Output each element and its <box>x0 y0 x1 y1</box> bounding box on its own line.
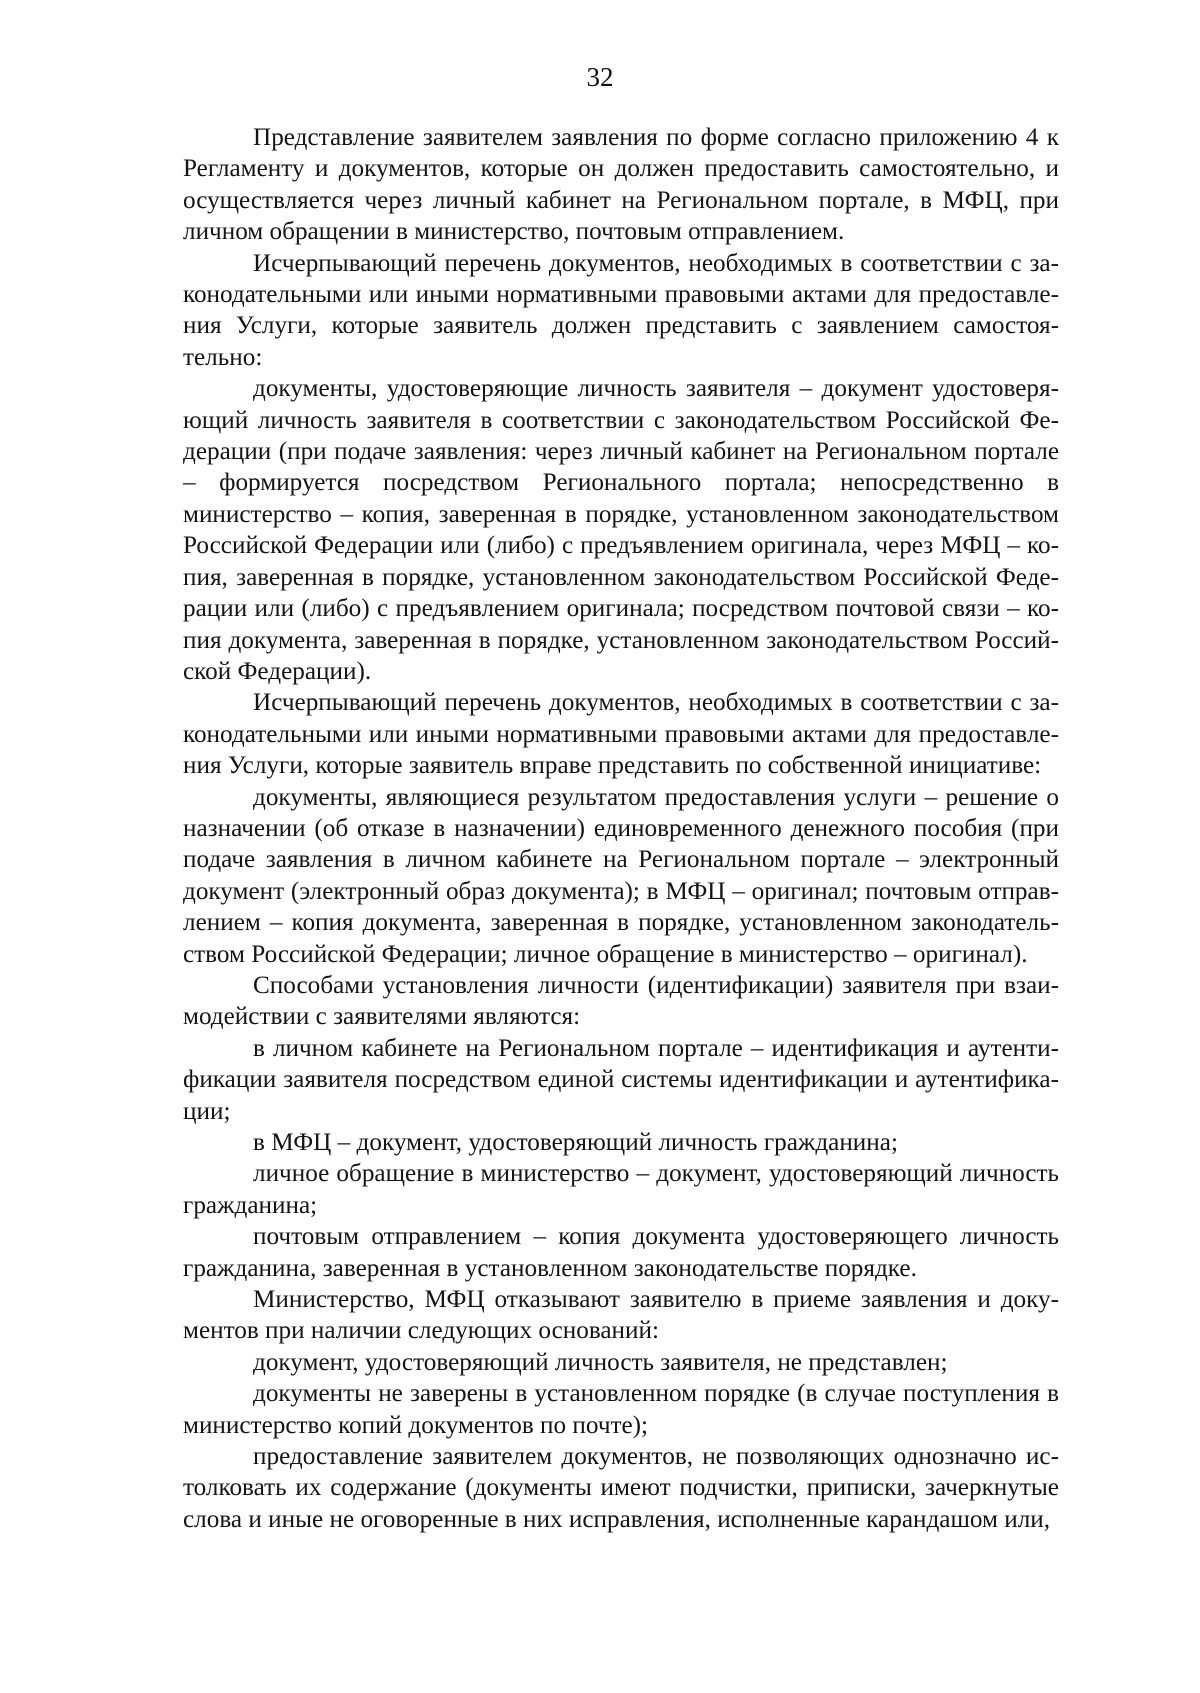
paragraph: Министерство, МФЦ отказывают заявителю в приеме заявления и документов при наличии следующих оснований: <box>183 1286 1059 1345</box>
paragraph: документы, удостоверяющие личность заявителя – документ удостоверяющий личность заявителя в соответствии с законодательством Российской Федерации (при подаче заявления: через личный кабинет на Региональном портале – формируется посредством Регионального портала; непосредственно в министерство – копия, заверенная в порядке, установленном законодательством Российской Федерации или (либо) с предъявлением оригинала, через МФЦ – копия, заверенная в порядке, установленном законодательством Российской Федерации или (либо) с предъявлением оригинала; посредством почтовой связи – копия документа, заверенная в порядке, установленном законодательством Российской Федерации). <box>183 375 1059 685</box>
paragraph: документ, удостоверяющий личность заявителя, не представлен; <box>253 1348 948 1376</box>
paragraph: в личном кабинете на Региональном портале – идентификация и аутентификации заявителя посредством единой системы идентификации и аутентификации; <box>183 1034 1059 1125</box>
paragraph: документы не заверены в установленном порядке (в случае поступления в министерство копий документов по почте); <box>183 1380 1059 1439</box>
document-body <box>183 122 1059 1535</box>
paragraph: в МФЦ – документ, удостоверяющий личность гражданина; <box>253 1129 898 1156</box>
paragraph: документы, являющиеся результатом предоставления услуги – решение о назначении (об отказе в назначении) единовременного денежного пособия (при подаче заявления в личном кабинете на Региональном портале – электронный документ (электронный образ документа); в МФЦ – оригинал; почтовым отправлением – копия документа, заверенная в порядке, установленном законодательством Российской Федерации; личное обращение в министерство – оригинал). <box>183 783 1059 968</box>
paragraph: Способами установления личности (идентификации) заявителя при взаимодействии с заявителями являются: <box>183 971 1059 1031</box>
paragraph: Исчерпывающий перечень документов, необходимых в соответствии с законодательными или иными нормативными правовыми актами для предоставления Услуги, которые заявитель должен представить с заявлением самостоятельно: <box>183 249 1059 371</box>
page-number: 32 <box>586 62 614 92</box>
paragraph: предоставление заявителем документов, не позволяющих однозначно истолковать их содержание (документы имеют подчистки, приписки, зачеркнутые слова и иные не оговоренные в них исправления, исполненные карандашом или, <box>183 1443 1059 1533</box>
paragraph: Представление заявителем заявления по форме согласно приложению 4 к Регламенту и документов, которые он должен предоставить самостоятельно, и осуществляется через личный кабинет на Региональном портале, в МФЦ, при личном обращении в министерство, почтовым отправлением. <box>183 124 1059 246</box>
paragraph: Исчерпывающий перечень документов, необходимых в соответствии с законодательными или иными нормативными правовыми актами для предоставления Услуги, которые заявитель вправе представить по собственной инициативе: <box>183 689 1059 780</box>
paragraph: личное обращение в министерство – документ, удостоверяющий личность гражданина; <box>183 1160 1059 1219</box>
paragraph: почтовым отправлением – копия документа удостоверяющего личность гражданина, заверенная в установленном законодательстве порядке. <box>183 1223 1059 1282</box>
